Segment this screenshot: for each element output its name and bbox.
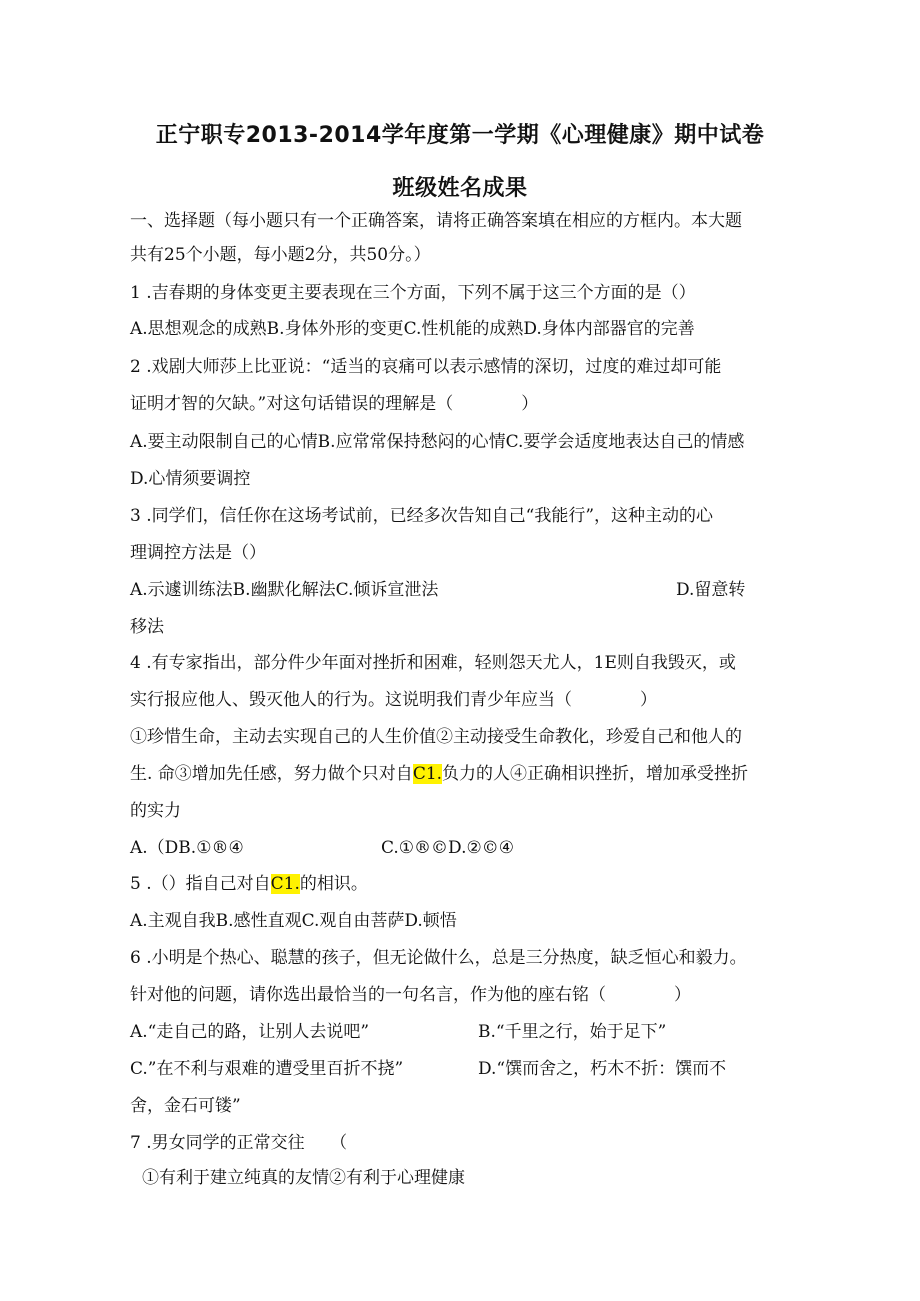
q6-option-b: B.“千里之行，始于足下”: [478, 1022, 667, 1042]
q6-stem-line1: 6 .小明是个热心、聪慧的孩子，但无论做什么，总是三分热度，缺乏恒心和毅力。: [130, 948, 747, 968]
q5-options: A.主观自我B.感性直观C.观自由菩萨D.顿悟: [130, 911, 457, 931]
q7-statements-line1: ①有利于建立纯真的友情②有利于心理健康: [142, 1168, 465, 1188]
q5-stem-b: 的相识。: [299, 874, 368, 894]
q4-options-cd: C.①®©D.②©④: [381, 838, 514, 858]
q4-statements-line2: [130, 762, 748, 786]
q3-options-a-c: A.示遽训练法B.幽默化解法C.倾诉宣泄法: [130, 580, 439, 600]
q5-stem: [130, 872, 368, 896]
exam-subtitle: 班级姓名成果: [392, 176, 528, 201]
q3-stem-line1: 3 .同学们，信任你在这场考试前，已经多次告知自己“我能行”，这种主动的心: [130, 506, 714, 526]
q7-stem: 7 .男女同学的正常交往 （: [130, 1133, 348, 1153]
section-header-line2: 共有25个小题，每小题2分，共50分。）: [130, 245, 431, 265]
section-header-line1: 一、选择题（每小题只有一个正确答案，请将正确答案填在相应的方框内。本大题: [130, 211, 742, 231]
q6-stem-line2: 针对他的问题，请你选出最恰当的一句名言，作为他的座右铭（ ）: [130, 985, 691, 1005]
q1-stem: 1 .吉春期的身体变更主要表现在三个方面，下列不属于这三个方面的是（）: [130, 283, 696, 303]
q2-options-line1: A.要主动限制自己的心情B.应常常保持愁闷的心情C.要学会适度地表达自己的情感: [130, 432, 745, 452]
q6-option-a: A.“走自己的路，让别人去说吧”: [130, 1022, 370, 1042]
q1-options: A.思想观念的成熟B.身体外形的变更C.性机能的成熟D.身体内部器官的完善: [130, 319, 695, 339]
q3-option-d-part2: 移法: [130, 617, 164, 637]
q4-stem-line2: 实行报应他人、毁灭他人的行为。这说明我们青少年应当（ ）: [130, 690, 657, 710]
q2-stem-line2: 证明才智的欠缺。”对这句话错误的理解是（ ）: [130, 394, 539, 414]
q4-statements-line2-a: 生. 命③增加先任感，努力做个只对自: [130, 764, 413, 784]
q2-stem-line1: 2 .戏剧大师莎上比亚说：“适当的哀痛可以表示感情的深切，过度的难过却可能: [130, 357, 722, 377]
exam-title: 正宁职专2013-2014学年度第一学期《心理健康》期中试卷: [155, 123, 765, 148]
q5-stem-a: 5 .（）指自己对自: [130, 874, 271, 894]
q4-stem-line1: 4 .有专家指出，部分件少年面对挫折和困难，轻则怨天尤人，1E则自我毁灭，或: [130, 653, 736, 673]
q2-options-line2: D.心情须要调控: [130, 469, 251, 489]
q4-statements-line3: 的实力: [130, 801, 181, 821]
q4-statements-line1: ①珍惜生命，主动去实现自己的人生价值②主动接受生命教化，珍爱自己和他人的: [130, 727, 742, 747]
q3-stem-line2: 理调控方法是（）: [130, 543, 266, 563]
highlighted-text: C1.: [270, 874, 300, 894]
q3-option-d-part1: D.留意转: [676, 580, 746, 600]
q4-options-ab: A.（DB.①®④: [130, 838, 244, 858]
q6-option-d-part1: D.“馔而舍之，朽木不折：馔而不: [478, 1059, 727, 1079]
highlighted-text: C1.: [412, 764, 443, 784]
q4-statements-line2-b: 负力的人④正确相识挫折，增加承受挫折: [442, 764, 749, 784]
q6-option-d-part2: 舍，金石可镂”: [130, 1096, 241, 1116]
q6-option-c: C.”在不利与艰难的遭受里百折不挠”: [130, 1059, 404, 1079]
